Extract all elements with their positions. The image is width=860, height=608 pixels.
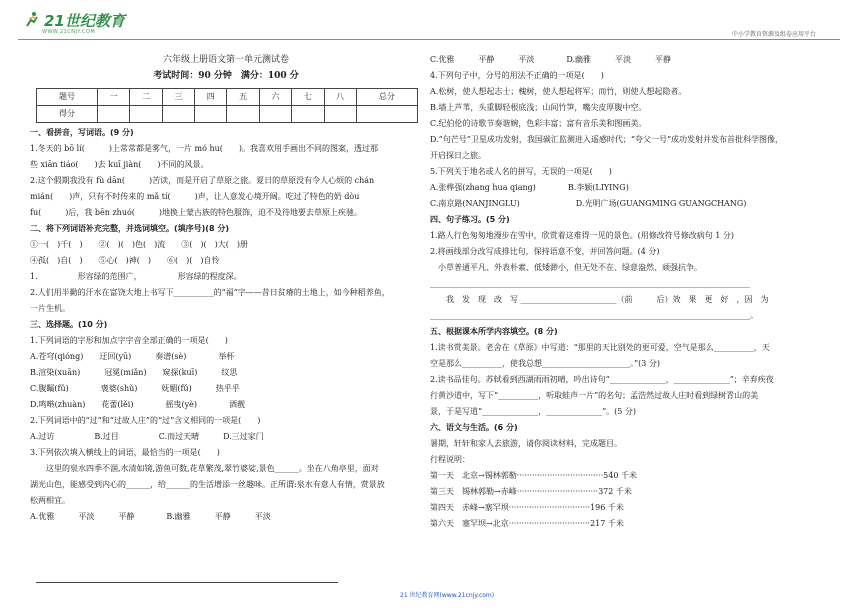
question-line: 2.将画线部分改写成排比句，保持语意不变，并回答问题。(4 分): [430, 247, 660, 256]
question-line: 2.下列词语中的“过”和“过故人庄”的“过”含义相同的一项是( ): [30, 416, 261, 425]
question-line: 1.路人行色匆匆地漫步在雪中，欣赏着这难得一见的景色。(用修改符号修改病句 1 分): [430, 231, 735, 240]
score-header-row: [37, 89, 418, 106]
question-line: 第四天 赤峰→塞罕坝································196 千米: [430, 503, 624, 512]
section-heading: 一、看拼音，写词语。(9 分): [30, 128, 134, 137]
logo-subtext: WWW.21CNJY.COM: [42, 29, 96, 35]
question-line: D.鸣啭(zhuàn) 花蕾(lěi) 摇曳(yè) 酒靓: [30, 400, 245, 409]
question-line: 第一天 北京→锡林郭勒··································540 千米: [430, 471, 637, 480]
score-input-cell[interactable]: [292, 106, 324, 123]
section-heading: 五、根据课本所学内容填空。(8 分): [430, 327, 558, 336]
question-line: 1. 形容绿的范围广， 形容绿的程度深。: [30, 272, 242, 281]
question-line: D.“句芒号”卫星成功发射，我国碳汇监测进入遥感时代；“夸父一号”成功发射并发布首批科学图像，: [430, 135, 784, 144]
question-line: A.松树，使人想起志士；槐树，使人想起将军；而竹，则使人想起隐者。: [430, 87, 687, 96]
question-line: 我 发 现 改 写 ________________________（前 后）效 果 更 好 ，因 为: [430, 295, 769, 304]
score-header-cell: 七: [292, 89, 324, 106]
question-line: ________________________________________________________________________________: [430, 279, 750, 288]
score-input-cell[interactable]: [195, 106, 227, 123]
question-line: A.张桦强(zhang hua qiang) B.李颖(LIYING): [430, 183, 629, 192]
score-header-cell: 二: [130, 89, 162, 106]
question-line: 第六天 塞罕坝→北京································217 千米: [430, 519, 624, 528]
score-header-cell: 六: [259, 89, 291, 106]
score-input-cell[interactable]: [324, 106, 356, 123]
score-input-cell[interactable]: [356, 106, 417, 123]
question-line: 1.下列词语的字形和加点字字音全部正确的一项是( ): [30, 336, 228, 345]
score-input-row: [37, 106, 418, 123]
logo-runner-icon: [24, 11, 40, 31]
bottom-divider: [36, 582, 338, 583]
section-heading: 三、选择题。(10 分): [30, 320, 108, 329]
question-line: 景，于是写道“______________，______________”。(5 分): [430, 407, 637, 416]
question-line: 2.这个假期我没有 fù dān( )苦读，而是开启了草原之旅。夏日的草原没有令人心烦的 chán: [30, 176, 375, 185]
question-line: B.墙上芦苇，头重脚轻根底浅；山间竹笋，嘴尖皮厚腹中空。: [430, 103, 647, 112]
score-input-cell[interactable]: [130, 106, 162, 123]
question-line: 第三天 锡林郭勒→赤峰································372 千米: [430, 487, 632, 496]
section-heading: 六、语文与生活。(6 分): [430, 423, 518, 432]
question-line: 湖光山色，能感受到内心的______，给______的生活增添一丝趣味。正所谓:泉水有意人有情，赏景放: [30, 480, 385, 489]
question-line: 松两相宜。: [30, 496, 70, 505]
question-line: 行黄沙道中，写下“__________，听取蛙声一片”的名句；孟浩然过故人庄时看到绿树青山的美: [430, 391, 759, 400]
question-line: 2.读书品佳句。苏轼看到西湖雨雨初晴，吟出诗句“______________，______________”；辛弃疾夜: [430, 375, 774, 384]
section-heading: 四、句子练习。(5 分): [430, 215, 510, 224]
question-line: A.苍穹(qióng) 迂回(yū) 奏谱(sè) 举杯: [30, 352, 235, 361]
score-table: [36, 88, 418, 123]
question-line: mián( )声，只有不时传来的 mǎ tí( )声，让人意发心境开阔。吃过了特色的奶 dòu: [30, 192, 360, 201]
score-input-cell[interactable]: [162, 106, 194, 123]
score-header-cell: 一: [98, 89, 130, 106]
right-questions: [430, 52, 834, 532]
question-line: C.腹瞩(fǔ) 褒婆(shǔ) 妩媚(fǔ) 热乎乎: [30, 384, 240, 393]
question-line: C.优雅 平静 平淡 D.幽雅 平淡 平静: [430, 55, 672, 64]
question-line: 2.人们用半勤的汗水在富饶大地上书写下__________的“福”字——昔日贫瘠的土地上，如今种稻养鱼，: [30, 288, 390, 297]
left-questions: [30, 125, 422, 525]
score-input-cell[interactable]: [227, 106, 259, 123]
right-column: [430, 52, 834, 532]
score-row-label: 得分: [37, 106, 98, 123]
exam-info: 考试时间：90 分钟 满分：100 分: [153, 71, 299, 81]
logo-text: 21世纪教育: [44, 12, 125, 30]
question-line: 3.下列依次填入横线上的词语，最恰当的一项是( ): [30, 448, 220, 457]
question-line: 空是那么__________，使我总想______________________。”(3 分): [430, 359, 660, 368]
header-divider: [18, 39, 840, 40]
question-line: 行程说明：: [430, 455, 470, 464]
site-logo: [24, 10, 125, 35]
question-line: A.优雅 平淡 平静 B.幽雅 平静 平淡: [30, 512, 271, 521]
question-line: 1.冬天的 bō lí( )上常常都是雾气，一片 mó hu( )。我喜欢用手画出不同的图案，透过那: [30, 144, 379, 153]
question-line: 小草普通平凡、外表朴素、低矮渺小，但无处不在、绿意盎然、顽强抗争。: [430, 263, 702, 272]
question-line: fu( )后，我 bēn zhuó( )地换上蒙古族的特色服饰，迫不及待地要去草原上疾驰。: [30, 208, 363, 217]
platform-name: 中小学教育资源及组卷应用平台: [731, 31, 816, 38]
question-line: 暑期，轩轩和家人去旅游，请你阅读材料，完成题目。: [430, 439, 622, 448]
score-header-cell: 八: [324, 89, 356, 106]
question-line: C.纪伯伦的诗歌节奏谐婉，色彩丰富；富有音乐美和图画美。: [430, 119, 647, 128]
question-line: ①一( )千( ) ②( )( )色( )流 ③( )( )大( )册: [30, 240, 248, 249]
question-line: C.南京路(NANJINGLU) D.光明广场(GUANGMING GUANGCHANG): [430, 199, 747, 208]
question-line: 1.读书赏美景。老舍在《草原》中写道：“那里的天比别处的更可爱，空气是那么__________，天: [430, 343, 770, 352]
left-column: [30, 52, 422, 525]
question-line: 开启探日之旅。: [430, 151, 486, 160]
question-line: 5.下列关于地名或人名的拼写，无误的一项是( ): [430, 167, 612, 176]
score-header-cell: 三: [162, 89, 194, 106]
footer-link[interactable]: 21 世纪教育网(www.21cnjy.com): [400, 592, 495, 599]
question-line: ________________________________________________________________________________。: [430, 311, 758, 320]
score-header-cell: 总分: [356, 89, 417, 106]
score-input-cell[interactable]: [259, 106, 291, 123]
question-line: 一片生机。: [30, 304, 70, 313]
question-line: 些 xiān tiáo( )去 kuī jiàn( )不同的风景。: [30, 160, 209, 169]
question-line: 这里的泉水四季不涸,水清如镜,游鱼可数,花草繁茂,翠竹婆娑,景色______。坐在八角亭里，面对: [30, 464, 379, 473]
question-line: B.渲染(xuān) 冠冕(miǎn) 窥探(kuī) 纹思: [30, 368, 238, 377]
exam-title: 六年级上册语文第一单元测试卷: [162, 55, 289, 65]
section-heading: 二、将下列词语补充完整，并选词填空。(填序号)(8 分): [30, 224, 229, 233]
score-header-cell: 五: [227, 89, 259, 106]
score-header-cell: 题号: [37, 89, 98, 106]
score-input-cell[interactable]: [98, 106, 130, 123]
question-line: 4.下列句子中，分号的用法不正确的一项是( ): [430, 71, 604, 80]
question-line: A.过访 B.过目 C.而过天晴 D.三过家门: [30, 432, 264, 441]
score-header-cell: 四: [195, 89, 227, 106]
question-line: ④孤( )自( ) ⑤心( )神( ) ⑥( )( )自怜: [30, 256, 220, 265]
